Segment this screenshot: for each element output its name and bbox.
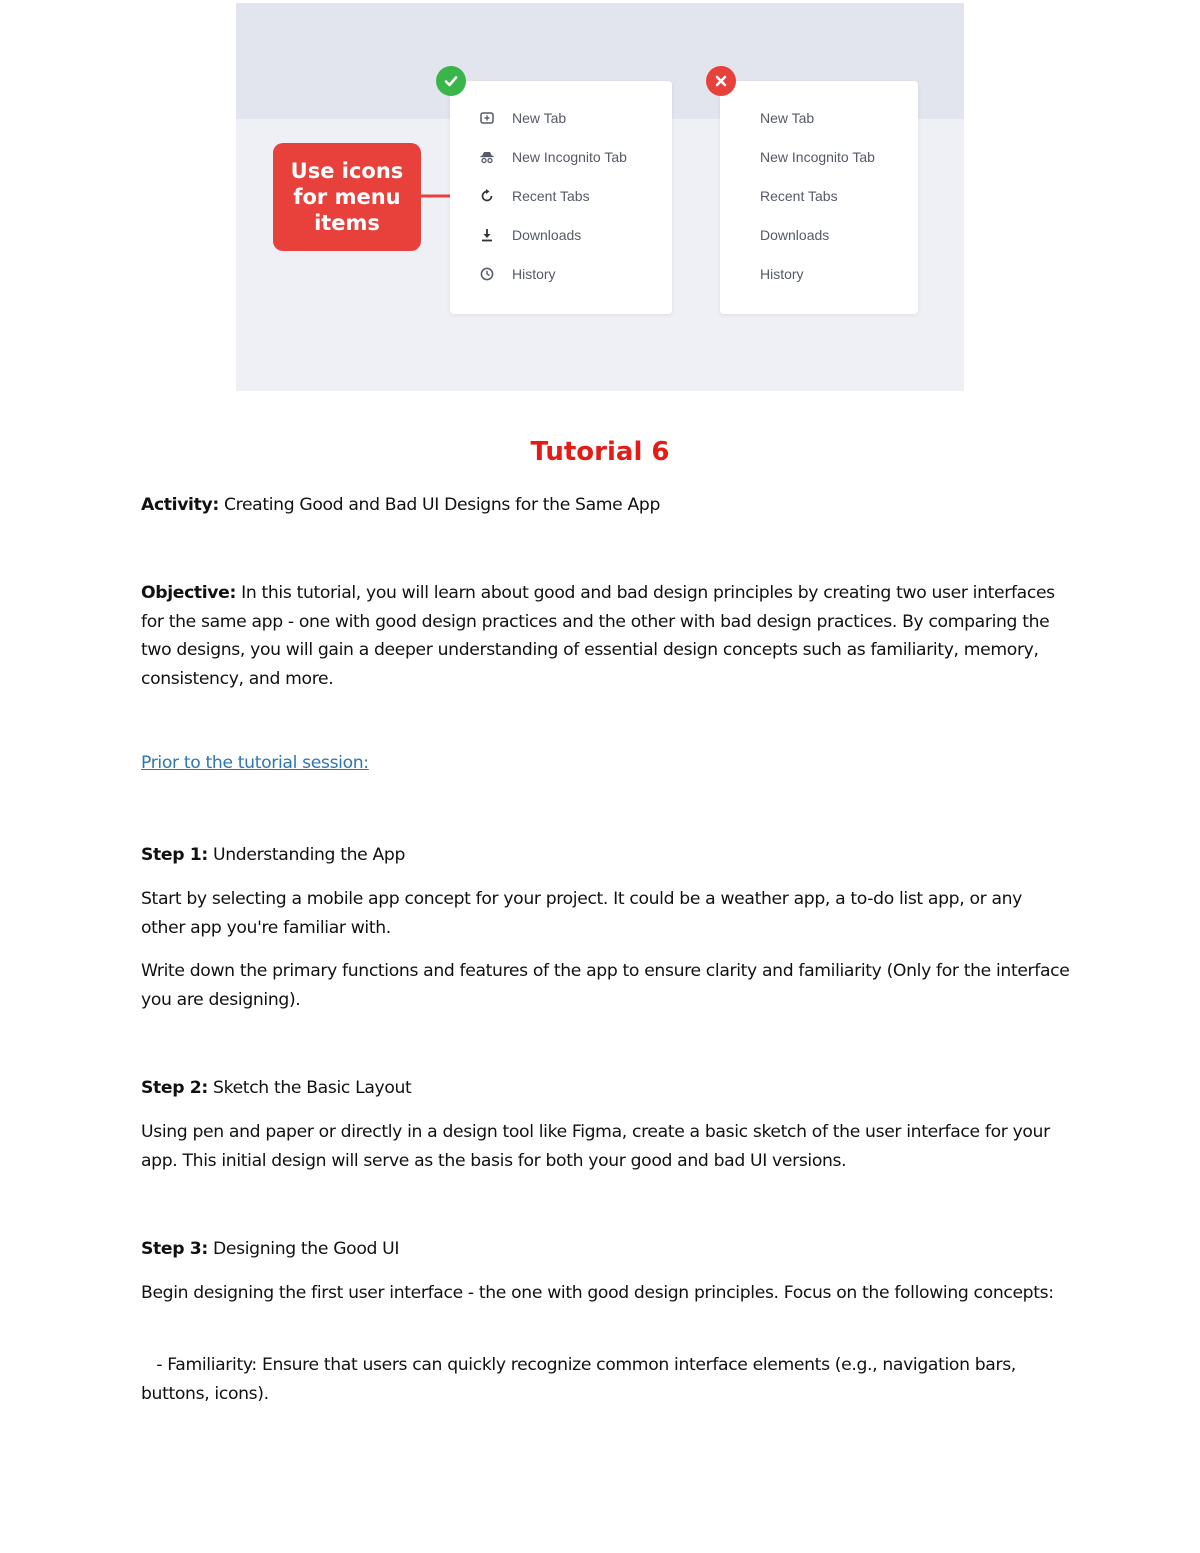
good-menu-item[interactable] xyxy=(450,223,581,247)
step1-title: Understanding the App xyxy=(207,845,406,865)
callout-line-3: items xyxy=(314,211,380,235)
good-menu-item[interactable] xyxy=(450,145,627,169)
activity-text: Creating Good and Bad UI Designs for the Same App xyxy=(218,495,661,515)
step3-label: Step 3: xyxy=(141,1239,208,1259)
step2-label: Step 2: xyxy=(141,1078,208,1098)
good-menu-item[interactable] xyxy=(450,184,590,208)
bad-menu-item[interactable]: New Tab xyxy=(760,110,815,126)
good-menu-label: New Tab xyxy=(512,110,567,126)
menu-icons-illustration xyxy=(236,3,964,391)
download-icon xyxy=(478,226,496,244)
good-menu-item[interactable] xyxy=(450,262,556,286)
bad-menu-item[interactable]: Downloads xyxy=(760,227,830,243)
objective-label: Objective: xyxy=(141,583,236,603)
objective-paragraph xyxy=(141,579,1071,693)
step3-title: Designing the Good UI xyxy=(207,1239,400,1259)
callout-line-1: Use icons xyxy=(290,159,404,183)
step3-paragraph-1: Begin designing the first user interface - the one with good design principles. Focus on the following concepts: xyxy=(141,1283,1054,1303)
bad-menu-item[interactable]: History xyxy=(760,266,804,282)
cross-icon xyxy=(706,66,736,96)
callout-box xyxy=(273,143,421,251)
prior-session-link[interactable]: Prior to the tutorial session: xyxy=(141,753,369,773)
step2-paragraph-1: Using pen and paper or directly in a design tool like Figma, create a basic sketch of the user interface for your app. This initial design will serve as the basis for both your good and bad UI versions. xyxy=(141,1122,1050,1171)
good-menu-label: Downloads xyxy=(512,227,582,243)
activity-paragraph xyxy=(141,491,1071,520)
step1-paragraph-1: Start by selecting a mobile app concept for your project. It could be a weather app, a to-do list app, or any other app you're familiar with. xyxy=(141,889,1022,938)
step1-label: Step 1: xyxy=(141,845,208,865)
step3-heading xyxy=(141,1235,1071,1264)
new-tab-icon xyxy=(478,109,496,127)
refresh-icon xyxy=(478,187,496,205)
good-menu-label: New Incognito Tab xyxy=(512,149,627,165)
check-icon xyxy=(436,66,466,96)
step2-title: Sketch the Basic Layout xyxy=(207,1078,412,1098)
clock-icon xyxy=(478,265,496,283)
step1-paragraph-2: Write down the primary functions and features of the app to ensure clarity and familiarity (Only for the interface you are designing). xyxy=(141,961,1070,1010)
good-menu-item[interactable] xyxy=(450,106,566,130)
step1-heading xyxy=(141,841,1071,870)
callout-line-2: for menu xyxy=(293,185,401,209)
step2-heading xyxy=(141,1074,1071,1103)
bad-menu-item[interactable]: Recent Tabs xyxy=(760,188,838,204)
good-menu-label: History xyxy=(512,266,556,282)
objective-text: In this tutorial, you will learn about good and bad design principles by creating two user interfaces for the same app - one with good design practices and the other with bad design practices. By comparing the two designs, you will gain a deeper understanding of essential design concepts such as familiarity, memory, consistency, and more. xyxy=(141,583,1055,689)
step3-paragraph-2: - Familiarity: Ensure that users can quickly recognize common interface elements (e.g., navigation bars, buttons, icons). xyxy=(141,1355,1022,1404)
good-menu-label: Recent Tabs xyxy=(512,188,590,204)
bad-menu-card xyxy=(720,81,918,314)
incognito-icon xyxy=(478,148,496,166)
activity-label: Activity: xyxy=(141,495,219,515)
bad-menu-item[interactable]: New Incognito Tab xyxy=(760,149,875,165)
good-menu-card xyxy=(450,81,672,314)
page-title: Tutorial 6 xyxy=(530,437,670,467)
